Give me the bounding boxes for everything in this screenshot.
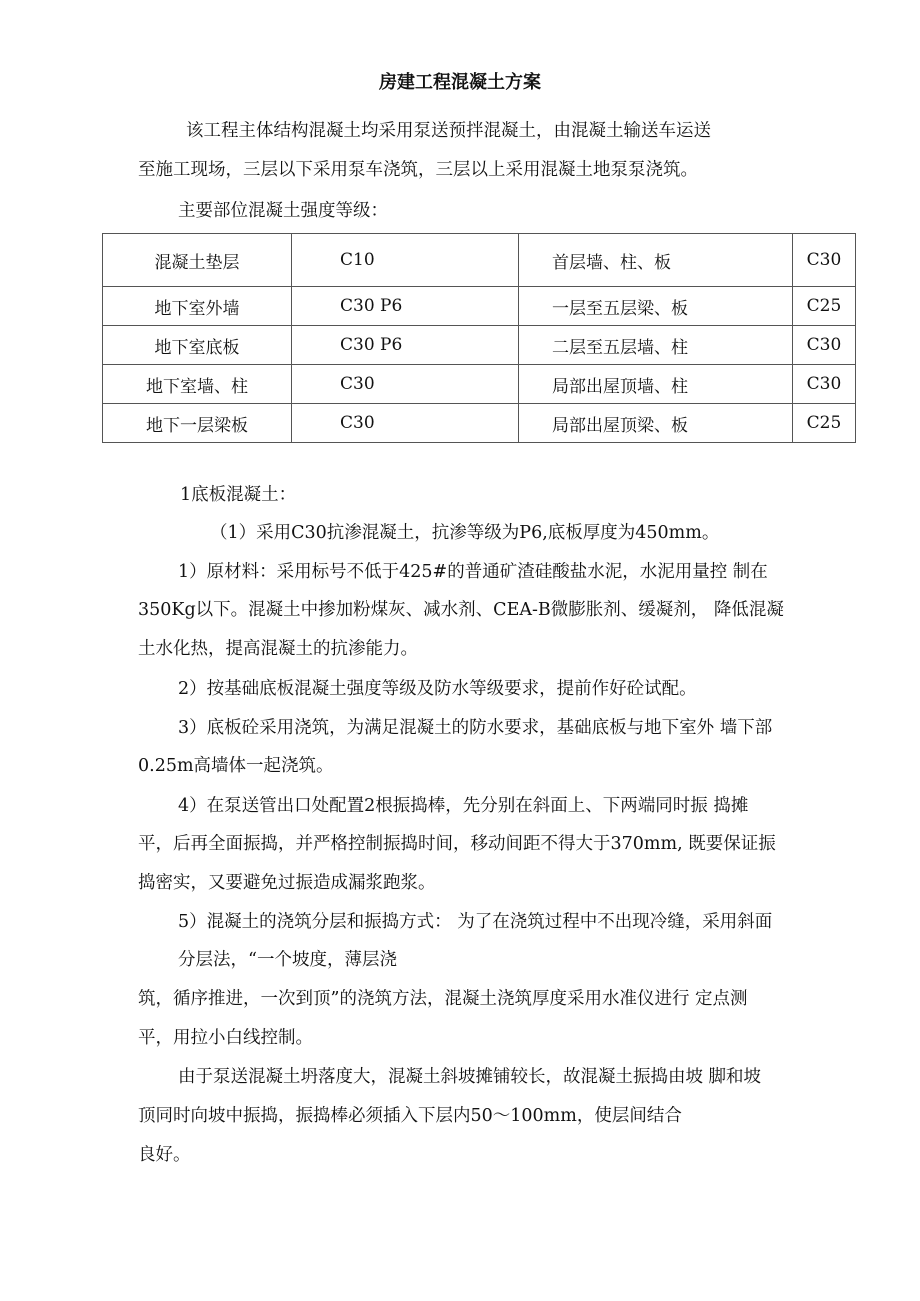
table-cell: C30 P6: [292, 326, 519, 365]
body-line: 顶同时向坡中振捣，振捣棒必须插入下层内50〜100mm，使层间结合: [138, 1106, 682, 1126]
table-cell: 局部出屋顶墙、柱: [519, 365, 793, 404]
intro-line-1: 该工程主体结构混凝土均采用泵送预拌混凝土，由混凝土输送车运送: [186, 121, 711, 141]
body-line: 350Kg以下。混凝土中掺加粉煤灰、减水剂、CEA-B微膨胀剂、缓凝剂， 降低混凝: [138, 600, 784, 620]
table-cell: 地下室墙、柱: [103, 365, 292, 404]
table-cell: C30: [793, 326, 856, 365]
body-line: 5）混凝土的浇筑分层和振捣方式： 为了在浇筑过程中不出现冷缝，采用斜面: [178, 912, 773, 932]
table-cell: 二层至五层墙、柱: [519, 326, 793, 365]
body-line: 平，用拉小白线控制。: [138, 1028, 313, 1048]
intro-line-2: 至施工现场，三层以下采用泵车浇筑，三层以上采用混凝土地泵泵浇筑。: [138, 160, 698, 180]
table-cell: 局部出屋顶梁、板: [519, 404, 793, 443]
table-row: [103, 326, 856, 365]
body-line: 分层法，“一个坡度，薄层浇: [178, 950, 397, 970]
body-line: 捣密实，又要避免过振造成漏浆跑浆。: [138, 873, 436, 893]
table-cell: 地下室外墙: [103, 287, 292, 326]
document-title: 房建工程混凝土方案: [379, 72, 541, 93]
table-cell: C30: [793, 365, 856, 404]
table-cell: 地下一层梁板: [103, 404, 292, 443]
body-line: 良好。: [138, 1145, 191, 1165]
table-row: [103, 404, 856, 443]
table-row: [103, 287, 856, 326]
table-cell: C30: [292, 365, 519, 404]
table-cell: 混凝土垫层: [103, 234, 292, 287]
body-line: 筑，循序推进，一次到顶”的浇筑方法，混凝土浇筑厚度采用水准仪进行 定点测: [138, 989, 748, 1009]
body-line: （1）采用C30抗渗混凝土，抗渗等级为P6,底板厚度为450mm。: [210, 523, 720, 543]
table-row: [103, 365, 856, 404]
body-line: 0.25m高墙体一起浇筑。: [138, 756, 334, 776]
table-cell: C10: [292, 234, 519, 287]
table-cell: 一层至五层梁、板: [519, 287, 793, 326]
body-line: 2）按基础底板混凝土强度等级及防水等级要求，提前作好砼试配。: [178, 679, 697, 699]
body-line: 4）在泵送管出口处配置2根振捣棒，先分别在斜面上、下两端同时振 捣摊: [178, 796, 749, 816]
table-cell: C25: [793, 404, 856, 443]
body-line: 1）原材料：采用标号不低于425#的普通矿渣硅酸盐水泥，水泥用量控 制在: [178, 562, 768, 582]
body-line: 平，后再全面振捣，并严格控制振捣时间，移动间距不得大于370mm, 既要保证振: [138, 834, 776, 854]
body-line: 3）底板砼采用浇筑，为满足混凝土的防水要求，基础底板与地下室外 墙下部: [178, 718, 773, 738]
body-line: 土水化热，提高混凝土的抗渗能力。: [138, 639, 418, 659]
table-cell: C30: [793, 234, 856, 287]
table-cell: C30 P6: [292, 287, 519, 326]
section-heading: 1底板混凝土：: [180, 485, 297, 505]
intro-line-3: 主要部位混凝土强度等级：: [178, 201, 388, 221]
table-cell: C30: [292, 404, 519, 443]
table-cell: 首层墙、柱、板: [519, 234, 793, 287]
body-line: 由于泵送混凝土坍落度大，混凝土斜坡摊铺较长，故混凝土振捣由坡 脚和坡: [178, 1067, 762, 1087]
table-cell: 地下室底板: [103, 326, 292, 365]
table-row: [103, 234, 856, 287]
concrete-grade-table: [102, 233, 856, 443]
table-cell: C25: [793, 287, 856, 326]
